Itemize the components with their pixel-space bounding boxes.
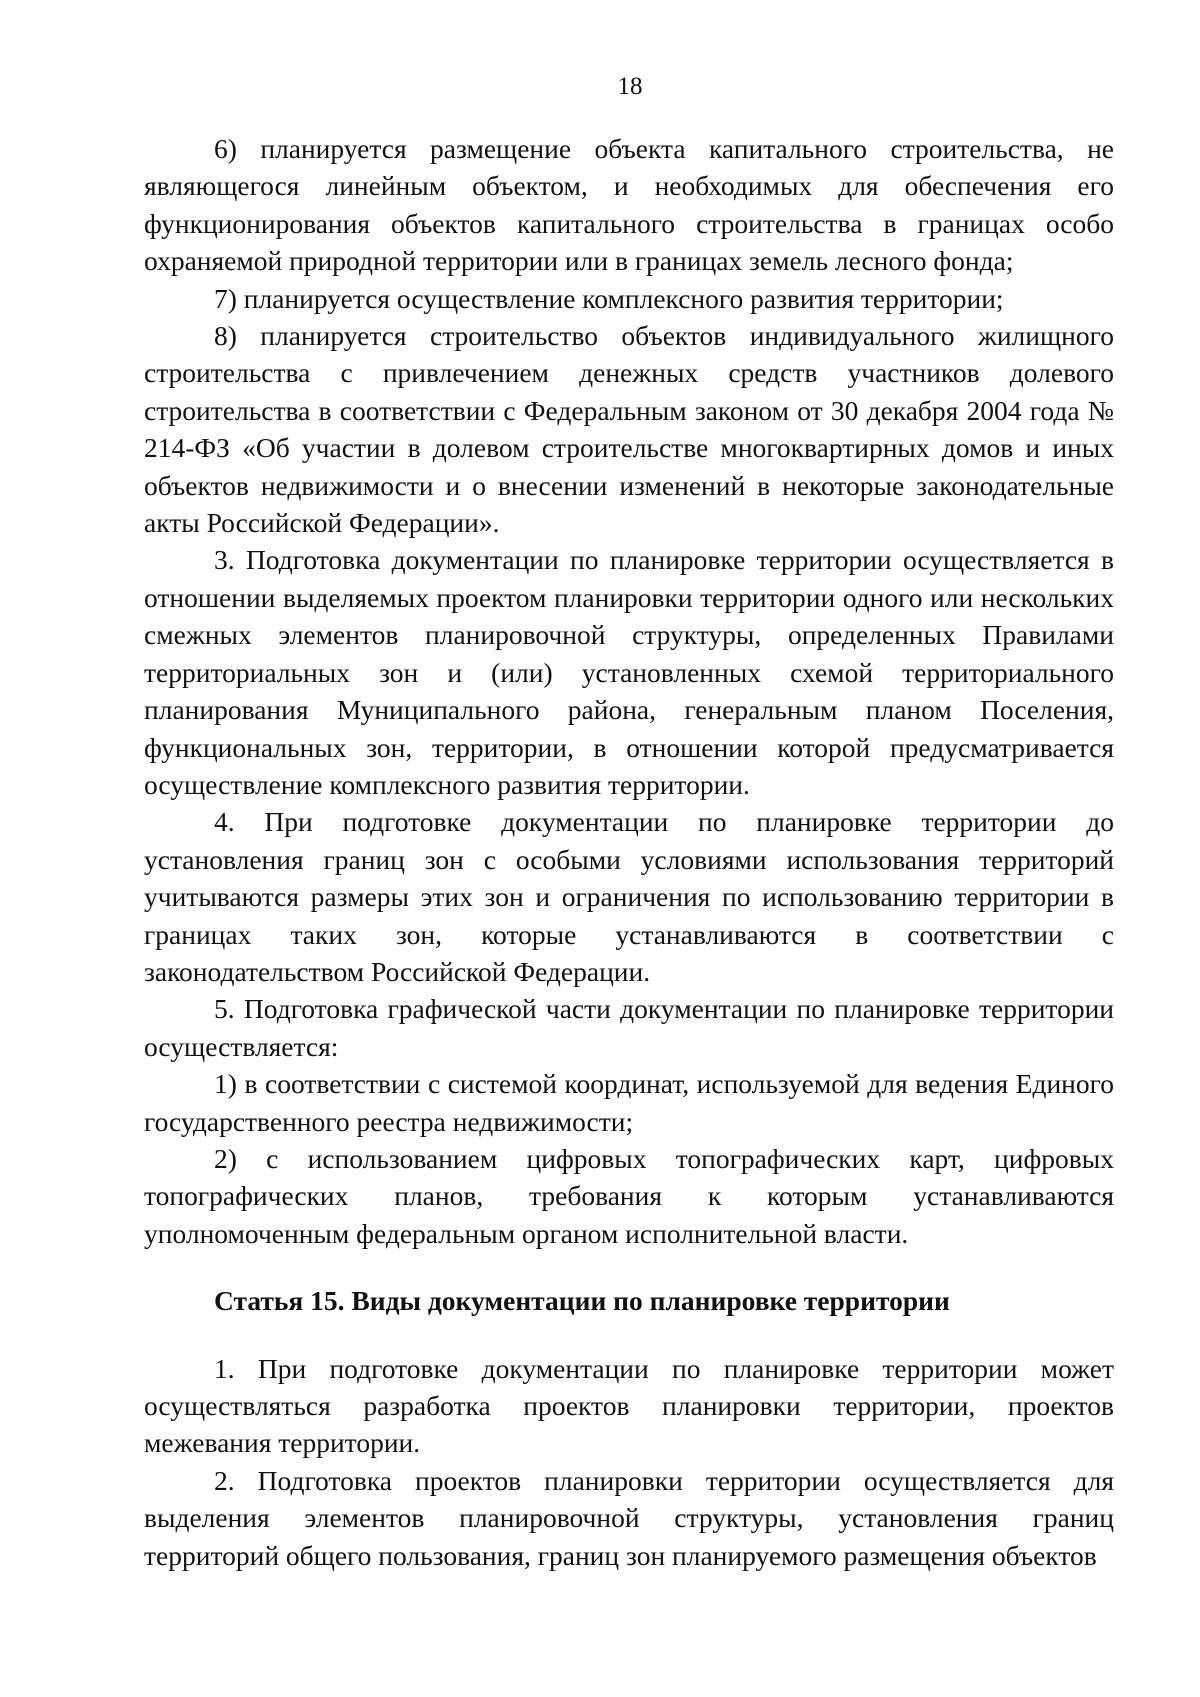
paragraph-subitem-2: 2) с использованием цифровых топографических карт, цифровых топографических планов, требования к которым устанавливаются уполномоченным федеральным органом исполнительной власти. [144,1142,1114,1249]
paragraph-article15-clause-2: 2. Подготовка проектов планировки территории осуществляется для выделения элементов планировочной структуры, установления границ территорий общего пользования, границ зон планируемого размещения объектов [144,1464,1114,1571]
document-body [144,130,1114,1574]
article-heading: Статья 15. Виды документации по планировке территории [214,1285,950,1317]
paragraph-subitem-1: 1) в соответствии с системой координат, используемой для ведения Единого государственного реестра недвижимости; [144,1068,1114,1137]
paragraph-item-7: 7) планируется осуществление комплексного развития территории; [214,282,1004,314]
paragraph-clause-4: 4. При подготовке документации по планировке территории до установления границ зон с особыми условиями использования территорий учитываются размеры этих зон и ограничения по использованию территории в границах таких зон, которые устанавливаются в соответствии с законодательством Российской Федерации. [144,806,1114,987]
paragraph-item-6: 6) планируется размещение объекта капитального строительства, не являющегося линейным объектом, и необходимых для обеспечения его функционирования объектов капитального строительства в границах особо охраняемой природной территории или в границах земель лесного фонда; [144,133,1114,277]
paragraph-clause-5: 5. Подготовка графической части документации по планировке территории осуществляется: [144,993,1114,1062]
paragraph-item-8: 8) планируется строительство объектов индивидуального жилищного строительства с привлечением денежных средств участников долевого строительства в соответствии с Федеральным законом от 30 декабря 2004 года № 214-ФЗ «Об участии в долевом строительстве многоквартирных домов и иных объектов недвижимости и о внесении изменений в некоторые законодательные акты Российской Федерации». [144,320,1114,539]
page-number: 18 [617,73,643,100]
paragraph-clause-3: 3. Подготовка документации по планировке территории осуществляется в отношении выделяемых проектом планировки территории одного или нескольких смежных элементов планировочной структуры, определенных Правилами территориальных зон и (или) установленных схемой территориального планирования Муниципального района, генеральным планом Поселения, функциональных зон, территории, в отношении которой предусматривается осуществление комплексного развития территории. [144,544,1114,800]
paragraph-article15-clause-1: 1. При подготовке документации по планировке территории может осуществляться разработка проектов планировки территории, проектов межевания территории. [144,1352,1114,1459]
